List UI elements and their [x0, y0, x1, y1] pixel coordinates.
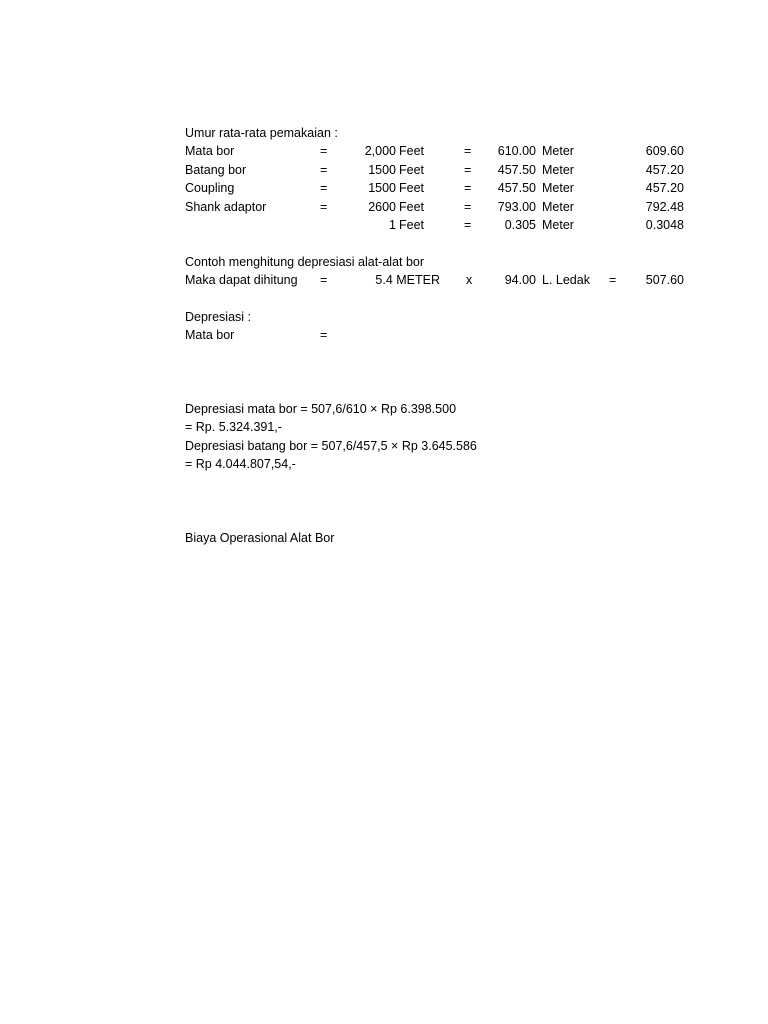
row-meter-unit: Meter — [542, 163, 574, 177]
row-equals-2: = — [464, 144, 472, 158]
maka-meter: 5.4 METER — [375, 273, 440, 287]
depresiasi-label: Mata bor — [185, 328, 235, 342]
row-feet-unit: Feet — [399, 144, 425, 158]
row-meter-value: 457.50 — [497, 181, 536, 195]
row-label: Shank adaptor — [185, 200, 267, 214]
row-meter-value: 457.50 — [497, 163, 536, 177]
row-equals: = — [320, 181, 328, 195]
maka-equals-2: = — [609, 273, 617, 287]
row-exact-meter: 457.20 — [645, 181, 684, 195]
row-meter-value: 0.305 — [504, 218, 536, 232]
row-exact-meter: 792.48 — [645, 200, 684, 214]
row-feet-value: 1500 — [368, 163, 396, 177]
row-feet-value: 1500 — [368, 181, 396, 195]
row-feet-unit: Feet — [399, 181, 425, 195]
row-meter-unit: Meter — [542, 181, 574, 195]
contoh-heading: Contoh menghitung depresiasi alat-alat bor — [185, 255, 425, 269]
depresiasi-equals: = — [320, 328, 328, 342]
row-label: Batang bor — [185, 163, 247, 177]
biaya-heading: Biaya Operasional Alat Bor — [185, 531, 335, 545]
row-meter-value: 793.00 — [497, 200, 536, 214]
maka-times: x — [466, 273, 473, 287]
maka-result: 507.60 — [645, 273, 684, 287]
row-meter-value: 610.00 — [497, 144, 536, 158]
row-exact-meter: 457.20 — [645, 163, 684, 177]
row-label: Mata bor — [185, 144, 235, 158]
maka-label: Maka dapat dihitung — [185, 273, 298, 287]
row-equals-2: = — [464, 200, 472, 214]
note-line: = Rp. 5.324.391,- — [185, 420, 282, 434]
row-equals: = — [320, 163, 328, 177]
umur-heading: Umur rata-rata pemakaian : — [185, 126, 338, 140]
maka-ledak-unit: L. Ledak — [542, 273, 590, 287]
row-feet-value: 1 — [389, 218, 396, 232]
note-line: Depresiasi batang bor = 507,6/457,5 × Rp 3.645.586 — [185, 439, 477, 453]
row-equals-2: = — [464, 181, 472, 195]
row-feet-unit: Feet — [399, 163, 425, 177]
maka-equals: = — [320, 273, 328, 287]
row-feet-unit: Feet — [399, 218, 425, 232]
row-equals-2: = — [464, 163, 472, 177]
row-meter-unit: Meter — [542, 144, 574, 158]
row-feet-value: 2600 — [368, 200, 396, 214]
row-equals-2: = — [464, 218, 472, 232]
note-line: Depresiasi mata bor = 507,6/610 × Rp 6.398.500 — [185, 402, 457, 416]
row-equals: = — [320, 144, 328, 158]
depresiasi-heading: Depresiasi : — [185, 310, 251, 324]
row-feet-value: 2,000 — [364, 144, 396, 158]
row-meter-unit: Meter — [542, 218, 574, 232]
note-line: = Rp 4.044.807,54,- — [185, 457, 296, 471]
row-exact-meter: 609.60 — [645, 144, 684, 158]
row-feet-unit: Feet — [399, 200, 425, 214]
row-meter-unit: Meter — [542, 200, 574, 214]
maka-ledak-value: 94.00 — [504, 273, 536, 287]
row-exact-meter: 0.3048 — [645, 218, 684, 232]
row-label: Coupling — [185, 181, 235, 195]
row-equals: = — [320, 200, 328, 214]
